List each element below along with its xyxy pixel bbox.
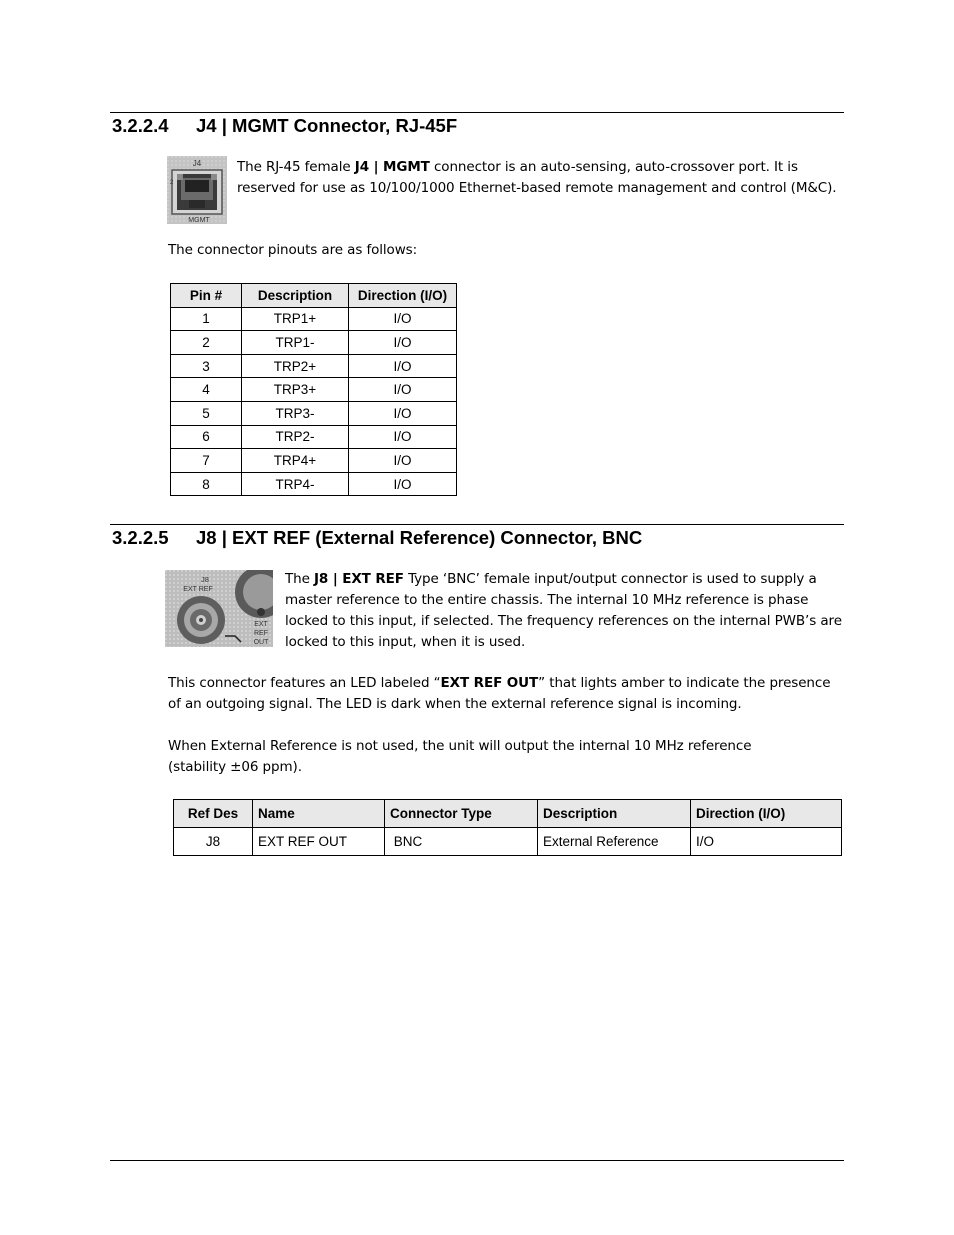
- pinouts-intro: The connector pinouts are as follows:: [168, 242, 418, 258]
- header-description: Description: [242, 284, 349, 308]
- pin-cell: 5: [171, 401, 242, 425]
- pin-cell: 4: [171, 378, 242, 402]
- table-row: [171, 472, 457, 496]
- section-heading-j8: [112, 527, 642, 549]
- pin-cell: 2: [171, 331, 242, 355]
- header-connector-type: Connector Type: [385, 800, 538, 828]
- section-number: 3.2.2.5: [112, 527, 169, 548]
- table-header-row: [171, 284, 457, 308]
- description-cell: External Reference: [538, 828, 691, 856]
- table-row: [171, 307, 457, 331]
- ref-des-cell: J8: [174, 828, 253, 856]
- pin-cell: 7: [171, 449, 242, 473]
- description-cell: TRP3+: [242, 378, 349, 402]
- bnc-connector-photo: [165, 570, 273, 647]
- led-text-post: ” that lights amber to indicate the presence of an outgoing signal. The LED is dark when the external reference signal is incoming.: [168, 675, 831, 712]
- photo-label-led-out: OUT: [253, 639, 269, 646]
- j4-intro-rest: connector is an auto-sensing, auto-crossover port. It is reserved for use as 10/100/1000 Ethernet-based remote management and control (M&C).: [237, 159, 837, 196]
- description-cell: TRP1+: [242, 307, 349, 331]
- direction-cell: I/O: [691, 828, 842, 856]
- table-row: [171, 331, 457, 355]
- pin-cell: 8: [171, 472, 242, 496]
- description-cell: TRP2+: [242, 354, 349, 378]
- section-heading-j4: [112, 115, 457, 137]
- table-row: [171, 354, 457, 378]
- pin-cell: 3: [171, 354, 242, 378]
- description-cell: TRP1-: [242, 331, 349, 355]
- section-title: J8 | EXT REF (External Reference) Connector, BNC: [196, 527, 643, 548]
- table-row: [171, 378, 457, 402]
- j4-description: [237, 157, 837, 199]
- footer-divider: [110, 1160, 844, 1161]
- j8-description: [285, 569, 845, 653]
- direction-cell: I/O: [349, 354, 457, 378]
- description-cell: TRP3-: [242, 401, 349, 425]
- photo-label-side: 2: [170, 180, 174, 186]
- header-name: Name: [253, 800, 385, 828]
- description-cell: TRP4+: [242, 449, 349, 473]
- photo-label-j4: J4: [192, 159, 202, 168]
- j4-intro-text: The RJ-45 female: [237, 159, 355, 175]
- direction-cell: I/O: [349, 307, 457, 331]
- photo-label-mgmt: MGMT: [188, 217, 210, 224]
- table-row: [171, 401, 457, 425]
- rj45-connector-photo: [167, 156, 227, 224]
- j8-intro-text: The: [285, 571, 314, 587]
- header-description: Description: [538, 800, 691, 828]
- section-title: J4 | MGMT Connector, RJ-45F: [196, 115, 458, 136]
- j8-intro-rest: Type ‘BNC’ female input/output connector is used to supply a master reference to the entire chassis. The internal 10 MHz reference is phase locked to this input, if selected. The frequency references on the internal PWB’s are locked to this input, when it is used.: [285, 571, 842, 650]
- led-description: [168, 673, 838, 715]
- table-row: [174, 828, 842, 856]
- section-divider: [110, 112, 844, 113]
- description-cell: TRP4-: [242, 472, 349, 496]
- table-row: [171, 449, 457, 473]
- name-cell: EXT REF OUT: [253, 828, 385, 856]
- pinout-table: [170, 283, 457, 496]
- direction-cell: I/O: [349, 449, 457, 473]
- connector-type-cell: BNC: [385, 828, 538, 856]
- direction-cell: I/O: [349, 331, 457, 355]
- j4-intro-bold: J4 | MGMT: [354, 159, 430, 175]
- pin-cell: 6: [171, 425, 242, 449]
- section-number: 3.2.2.4: [112, 115, 169, 136]
- j8-intro-bold: J8 | EXT REF: [314, 571, 404, 587]
- photo-label-j8: J8: [201, 575, 209, 584]
- photo-label-ext-ref: EXT REF: [183, 586, 213, 593]
- header-direction: Direction (I/O): [691, 800, 842, 828]
- pin-cell: 1: [171, 307, 242, 331]
- photo-label-led-ext: EXT: [254, 621, 268, 628]
- section-divider: [110, 524, 844, 525]
- internal-reference-note: When External Reference is not used, the unit will output the internal 10 MHz reference (stability ±06 ppm).: [168, 738, 752, 775]
- header-ref-des: Ref Des: [174, 800, 253, 828]
- direction-cell: I/O: [349, 472, 457, 496]
- header-direction: Direction (I/O): [349, 284, 457, 308]
- direction-cell: I/O: [349, 378, 457, 402]
- description-cell: TRP2-: [242, 425, 349, 449]
- led-label-bold: EXT REF OUT: [440, 675, 539, 691]
- ext-ref-table: [173, 799, 842, 856]
- header-pin: Pin #: [171, 284, 242, 308]
- table-header-row: [174, 800, 842, 828]
- table-row: [171, 425, 457, 449]
- direction-cell: I/O: [349, 401, 457, 425]
- led-text-pre: This connector features an LED labeled “: [168, 675, 441, 691]
- direction-cell: I/O: [349, 425, 457, 449]
- photo-label-led-ref: REF: [254, 630, 268, 637]
